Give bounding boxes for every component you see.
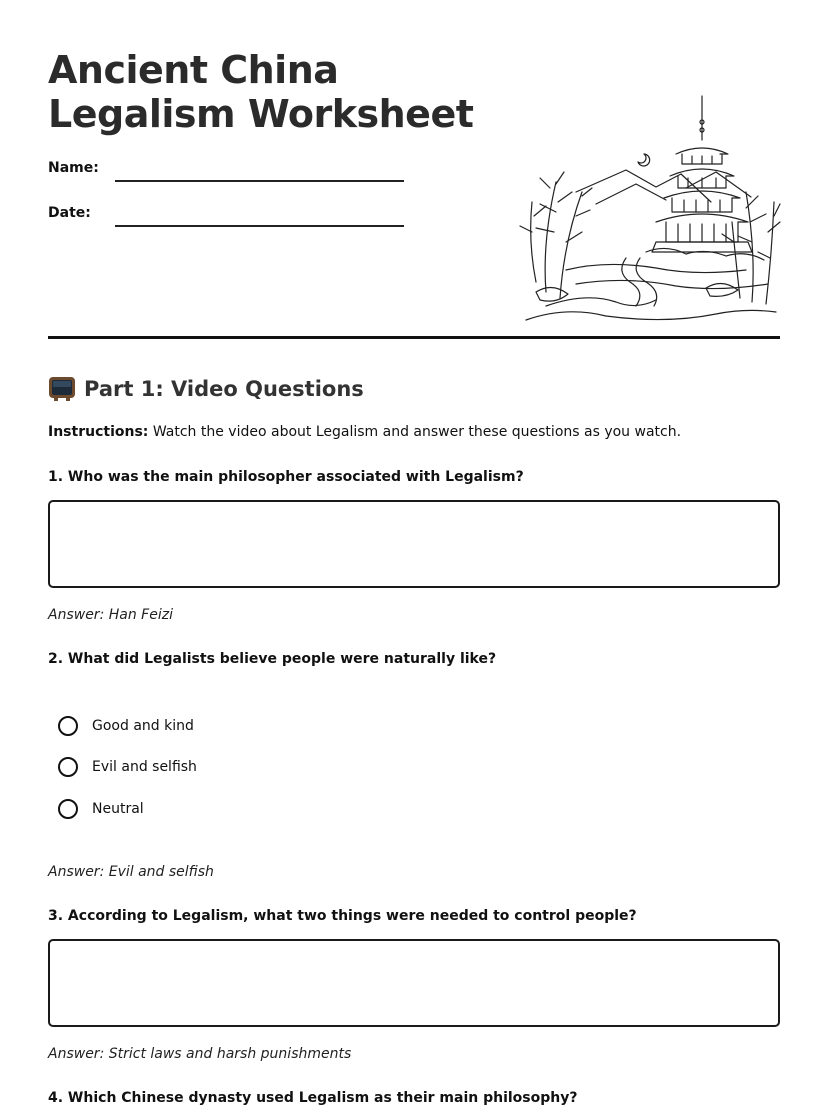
answer-key-1: Answer: Han Feizi bbox=[48, 607, 173, 623]
question-3: 3. According to Legalism, what two things were needed to control people? bbox=[48, 908, 637, 924]
name-line[interactable] bbox=[115, 180, 404, 182]
question-1: 1. Who was the main philosopher associated with Legalism? bbox=[48, 469, 524, 485]
name-label: Name: bbox=[48, 160, 99, 176]
answer-key-2: Answer: Evil and selfish bbox=[48, 864, 214, 880]
header-divider bbox=[48, 336, 780, 339]
option-label: Neutral bbox=[92, 801, 144, 817]
radio-button[interactable] bbox=[58, 757, 78, 777]
television-icon bbox=[48, 376, 76, 402]
date-line[interactable] bbox=[115, 225, 404, 227]
answer-key-3: Answer: Strict laws and harsh punishments bbox=[48, 1046, 352, 1062]
option-evil-and-selfish[interactable] bbox=[58, 755, 197, 779]
option-neutral[interactable] bbox=[58, 797, 144, 821]
pagoda-landscape-illustration bbox=[506, 92, 782, 324]
instructions-text: Watch the video about Legalism and answer these questions as you watch. bbox=[148, 424, 682, 440]
question-2: 2. What did Legalists believe people were naturally like? bbox=[48, 651, 497, 667]
instructions-label: Instructions: bbox=[48, 424, 149, 440]
worksheet-title: Ancient China Legalism Worksheet bbox=[48, 48, 474, 136]
section-heading-text: Part 1: Video Questions bbox=[84, 377, 364, 401]
radio-button[interactable] bbox=[58, 716, 78, 736]
option-label: Good and kind bbox=[92, 718, 194, 734]
answer-box-3[interactable] bbox=[48, 939, 780, 1027]
question-4: 4. Which Chinese dynasty used Legalism as their main philosophy? bbox=[48, 1090, 578, 1106]
answer-box-1[interactable] bbox=[48, 500, 780, 588]
option-good-and-kind[interactable] bbox=[58, 714, 194, 738]
section-heading bbox=[48, 372, 364, 406]
option-label: Evil and selfish bbox=[92, 759, 197, 775]
instructions bbox=[48, 424, 681, 440]
radio-button[interactable] bbox=[58, 799, 78, 819]
date-label: Date: bbox=[48, 205, 91, 221]
